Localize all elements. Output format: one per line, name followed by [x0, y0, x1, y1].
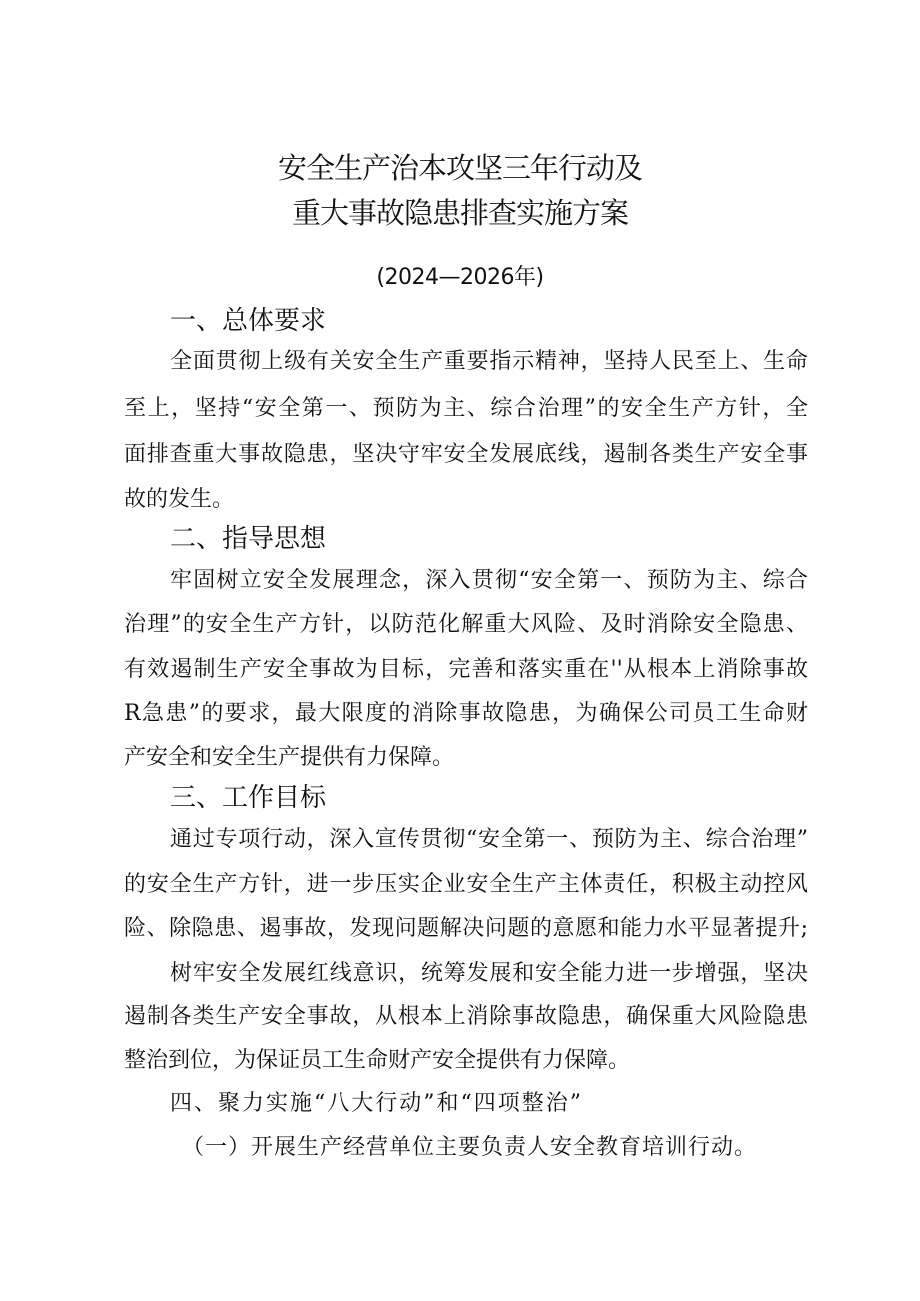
section-heading-guiding-ideology: 二、指导思想 — [170, 524, 327, 554]
paragraph-line: 的安全生产方针，进一步压实企业安全生产主体责任，积极主动控风 — [124, 872, 808, 897]
paragraph-line: 故的发生。 — [124, 487, 235, 512]
subsection-heading: （一）开展生产经营单位主要负责人安全教育培训行动。 — [182, 1135, 758, 1160]
paragraph-line: R急患”的要求，最大限度的消除事故隐患，为确保公司员工生命财 — [124, 701, 808, 726]
paragraph-line: 有效遏制生产安全事故为目标，完善和落实重在''从根本上消除事故 — [124, 657, 808, 682]
section-heading-work-goals: 三、工作目标 — [170, 783, 327, 813]
paragraph-line: 遏制各类生产安全事故，从根本上消除事故隐患，确保重大风险隐患 — [124, 1004, 808, 1029]
paragraph-line: 通过专项行动，深入宣传贯彻“安全第一、预防为主、综合治理” — [170, 827, 808, 852]
section-heading-general-requirements: 一、总体要求 — [170, 306, 327, 336]
paragraph-line: 治理”的安全生产方针，以防范化解重大风险、及时消除安全隐患、 — [124, 612, 808, 637]
paragraph-line: 牢固树立安全发展理念，深入贯彻“安全第一、预防为主、综合 — [170, 568, 808, 593]
paragraph-line: 树牢安全发展红线意识，统筹发展和安全能力进一步增强，坚决 — [170, 961, 808, 986]
paragraph-line: 全面贯彻上级有关安全生产重要指示精神，坚持人民至上、生命 — [170, 349, 808, 374]
paragraph-line: 面排查重大事故隐患，坚决守牢安全发展底线，遏制各类生产安全事 — [124, 442, 808, 467]
section-heading-eight-actions: 四、聚力实施“八大行动”和“四项整治” — [170, 1091, 583, 1116]
paragraph-line: 至上，坚持“安全第一、预防为主、综合治理”的安全生产方针，全 — [124, 396, 808, 421]
document-title-line1: 安全生产治本攻坚三年行动及 — [277, 151, 642, 185]
document-title-line2: 重大事故隐患排查实施方案 — [291, 196, 628, 230]
paragraph-line: 整治到位，为保证员工生命财产安全提供有力保障。 — [124, 1048, 631, 1073]
paragraph-line: 产安全和安全生产提供有力保障。 — [124, 745, 455, 770]
paragraph-line: 险、除隐患、遏事故，发现问题解决问题的意愿和能力水平显著提升; — [124, 916, 808, 941]
document-year-range: (2024—2026年) — [376, 265, 544, 290]
